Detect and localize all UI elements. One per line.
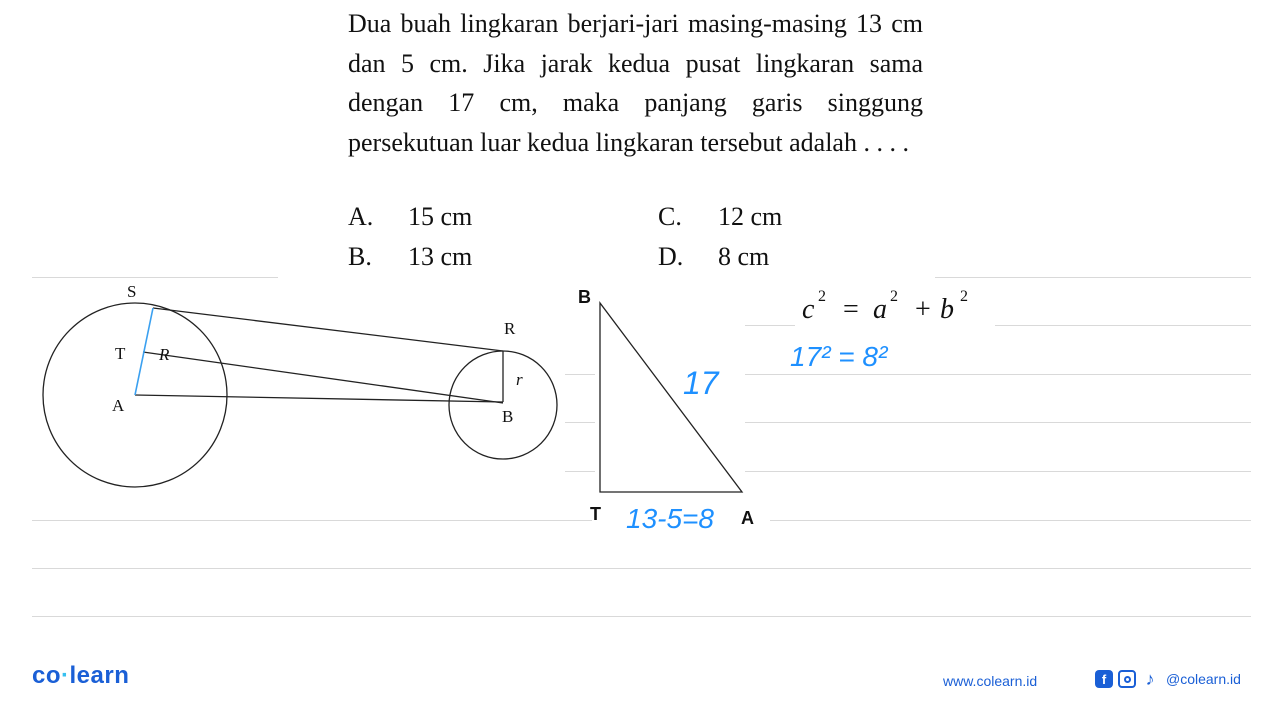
logo-left: co (32, 662, 62, 689)
choice-value: 13 cm (408, 242, 473, 271)
choice-value: 15 cm (408, 202, 473, 231)
label-R-big: R (159, 345, 170, 364)
triangle-label-A: A (741, 508, 754, 528)
choice-key: A. (348, 202, 374, 231)
triangle-label-T: T (590, 504, 601, 524)
external-tangent-line (153, 308, 503, 351)
facebook-icon[interactable]: f (1095, 670, 1113, 688)
logo-right: learn (69, 662, 130, 689)
choice-value: 12 cm (718, 202, 783, 231)
formula-equals: = (843, 294, 859, 325)
question-text: Dua buah lingkaran berjari-jari masing-masing 13 cm dan 5 cm. Jika jarak kedua pusat lingkaran sama dengan 17 cm, maka panjang garis singgung persekutuan luar kedua lingkaran tersebut adalah . . . . (348, 9, 923, 157)
choice-value: 8 cm (718, 242, 770, 271)
formula-plus: + (915, 294, 931, 325)
choice-key: D. (658, 242, 684, 271)
formula-exp-b: 2 (960, 288, 968, 305)
triangle-label-B: B (578, 287, 591, 307)
label-r: r (516, 370, 523, 389)
colearn-logo[interactable] (32, 662, 129, 690)
formula-exp-c: 2 (818, 288, 826, 305)
right-triangle (600, 303, 742, 492)
formula-c: c (802, 294, 815, 325)
pythagoras-formula (802, 288, 968, 325)
large-radius-highlight (135, 308, 153, 395)
social-links (1095, 670, 1241, 688)
label-A: A (112, 396, 125, 415)
formula-a: a (873, 294, 887, 325)
logo-dot: · (61, 662, 70, 689)
tiktok-icon[interactable]: ♪ (1145, 668, 1155, 689)
social-handle[interactable]: @colearn.id (1166, 671, 1241, 687)
choice-key: C. (658, 202, 682, 231)
label-T: T (115, 344, 126, 363)
label-B: B (502, 407, 514, 426)
instagram-icon[interactable] (1118, 670, 1136, 688)
formula-b: b (940, 294, 954, 325)
choice-key: B. (348, 242, 372, 271)
label-R: R (504, 319, 516, 338)
center-line-AB (135, 395, 503, 402)
label-S: S (127, 282, 137, 301)
formula-exp-a: 2 (890, 288, 898, 305)
handwritten-base: 13-5=8 (626, 503, 714, 534)
circle-tangent-figure (43, 303, 557, 487)
footer-url[interactable]: www.colearn.id (943, 673, 1038, 689)
handwritten-hypotenuse: 17 (683, 365, 719, 401)
parallel-line-TB (143, 352, 503, 403)
handwritten-equation: 17² = 8² (790, 341, 888, 372)
